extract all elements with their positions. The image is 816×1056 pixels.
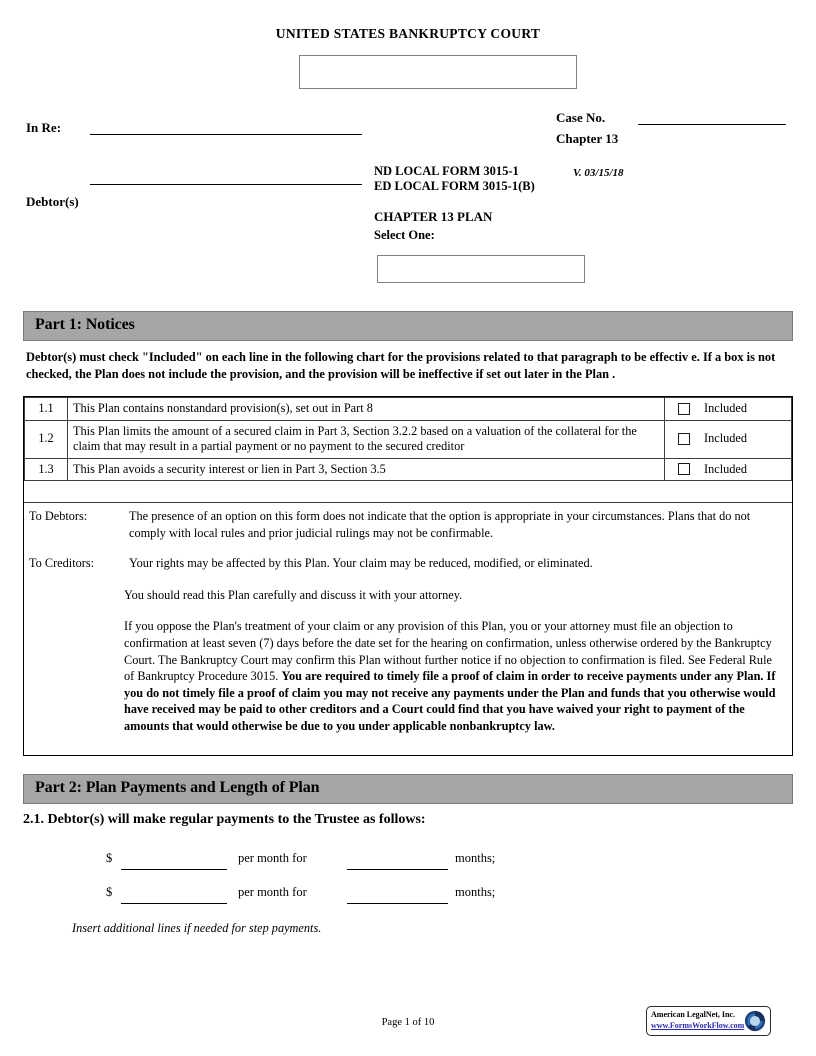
payment-row [0, 885, 816, 919]
section-header-part-1-label: Part 1: Notices [35, 316, 135, 333]
to-debtors-text: The presence of an option on this form does not indicate that the option is appropriate in your circumstances. Plans that do not comply with local rules and prior judicial rulings may not be confirmable. [129, 509, 751, 540]
included-label: Included [704, 461, 748, 476]
months-label: months; [455, 885, 496, 899]
included-label: Included [704, 401, 748, 415]
notices-box [23, 396, 793, 756]
row-number: 1.2 [25, 420, 68, 458]
per-month-for-label: per month for [238, 885, 307, 899]
row-text: This Plan limits the amount of a secured claim in Part 3, Section 3.2.2 based on a valuation of the collateral for the claim that may result in a partial payment or no payment to the secured creditor [68, 420, 665, 458]
in-re-label: In Re: [26, 120, 62, 135]
to-creditors-text-2: You should read this Plan carefully and discuss it with your attorney. [124, 587, 463, 602]
row-number: 1.3 [25, 458, 68, 481]
ed-local-form-label: ED LOCAL FORM 3015-1(B) [374, 179, 535, 193]
to-debtors-label: To Debtors: [29, 509, 88, 523]
to-creditors-label: To Creditors: [29, 556, 95, 571]
page-title: UNITED STATES BANKRUPTCY COURT [275, 26, 541, 41]
row-number: 1.1 [25, 398, 68, 421]
chapter-label: Chapter 13 [556, 131, 619, 146]
to-creditors-text-3-normal: If you oppose the Plan's treatment of your claim or any provision of this Plan, you or your attorney must file an objection to confirmation at least seven (7) days before the date set for the hearing on confirmation, unless otherwise ordered by the Bankruptcy Court. The Bankruptcy Court may confirm this Plan without further notice if no objection to confirmation is filed. See Federal Rule of Bankruptcy Procedure 3015. [124, 619, 772, 684]
included-checkbox[interactable] [678, 433, 690, 445]
included-checkbox[interactable] [678, 403, 690, 415]
payment-row [0, 851, 816, 885]
to-creditors-row [24, 555, 792, 572]
payment-amount-input[interactable] [121, 903, 227, 904]
row-checkbox-cell [665, 458, 792, 481]
to-debtors-row [24, 508, 792, 541]
notices-body [24, 502, 792, 755]
section-header-part-1 [23, 311, 793, 341]
section-header-part-2 [23, 774, 793, 804]
logo-company-name: American LegalNet, Inc. [651, 1010, 735, 1019]
checkbox-group[interactable] [665, 462, 791, 478]
nd-local-form-label: ND LOCAL FORM 3015-1 [374, 164, 519, 178]
checkbox-group[interactable] [665, 401, 791, 417]
globe-icon [744, 1010, 766, 1032]
case-no-label: Case No. [556, 110, 606, 125]
table-row [25, 420, 792, 458]
to-creditors-text-3 [124, 618, 792, 734]
court-name-input[interactable] [299, 55, 577, 89]
months-count-input[interactable] [347, 869, 448, 870]
currency-symbol: $ [106, 851, 113, 865]
american-legalnet-logo[interactable] [646, 1006, 771, 1036]
included-checkbox[interactable] [678, 463, 690, 475]
months-count-input[interactable] [347, 903, 448, 904]
notices-table [24, 397, 792, 481]
case-no-input-rule[interactable] [638, 124, 786, 125]
section-header-part-2-label: Part 2: Plan Payments and Length of Plan [35, 779, 320, 796]
select-one-label: Select One: [374, 228, 435, 242]
table-row [25, 458, 792, 481]
step-payments-note: Insert additional lines if needed for step payments. [72, 921, 322, 935]
row-text: This Plan avoids a security interest or lien in Part 3, Section 3.5 [68, 458, 665, 481]
debtors-input-rule[interactable] [90, 184, 362, 185]
debtors-label: Debtor(s) [26, 194, 79, 209]
currency-symbol: $ [106, 885, 113, 899]
payment-amount-input[interactable] [121, 869, 227, 870]
row-checkbox-cell [665, 398, 792, 421]
table-row [25, 398, 792, 421]
chapter-13-plan-label: CHAPTER 13 PLAN [374, 209, 493, 224]
page-number: Page 1 of 10 [381, 1017, 435, 1028]
part-1-instruction-text: Debtor(s) must check "Included" on each line in the following chart for the provisions related to that paragraph to be effectiv e. If a box is not checked, the Plan does not include the provision, and the provision will be ineffective if set out later in the Plan . [26, 350, 776, 381]
select-one-input[interactable] [377, 255, 585, 283]
to-creditors-text-3-bold: You are required to timely file a proof of claim in order to receive payments under any Plan. If you do not timely file a proof of claim you may not receive any payments under the Plan and funds that you otherwise would have received may be paid to other creditors and a Court could find that you have waived your right to payment of the amounts that would otherwise be due to you under applicable nonbankruptcy law. [124, 669, 776, 733]
per-month-for-label: per month for [238, 851, 307, 865]
months-label: months; [455, 851, 496, 865]
to-creditors-text-1: Your rights may be affected by this Plan. Your claim may be reduced, modified, or eliminated. [129, 556, 593, 571]
item-2-1-label: 2.1. Debtor(s) will make regular payments to the Trustee as follows: [23, 812, 426, 827]
included-label: Included [704, 431, 748, 446]
row-checkbox-cell [665, 420, 792, 458]
in-re-input-rule[interactable] [90, 134, 362, 135]
form-version-label: V. 03/15/18 [573, 167, 624, 179]
logo-website-link[interactable]: www.FormsWorkFlow.com [651, 1021, 745, 1030]
checkbox-group[interactable] [665, 431, 791, 447]
row-text: This Plan contains nonstandard provision(s), set out in Part 8 [68, 398, 665, 421]
logo-text [651, 1009, 745, 1031]
